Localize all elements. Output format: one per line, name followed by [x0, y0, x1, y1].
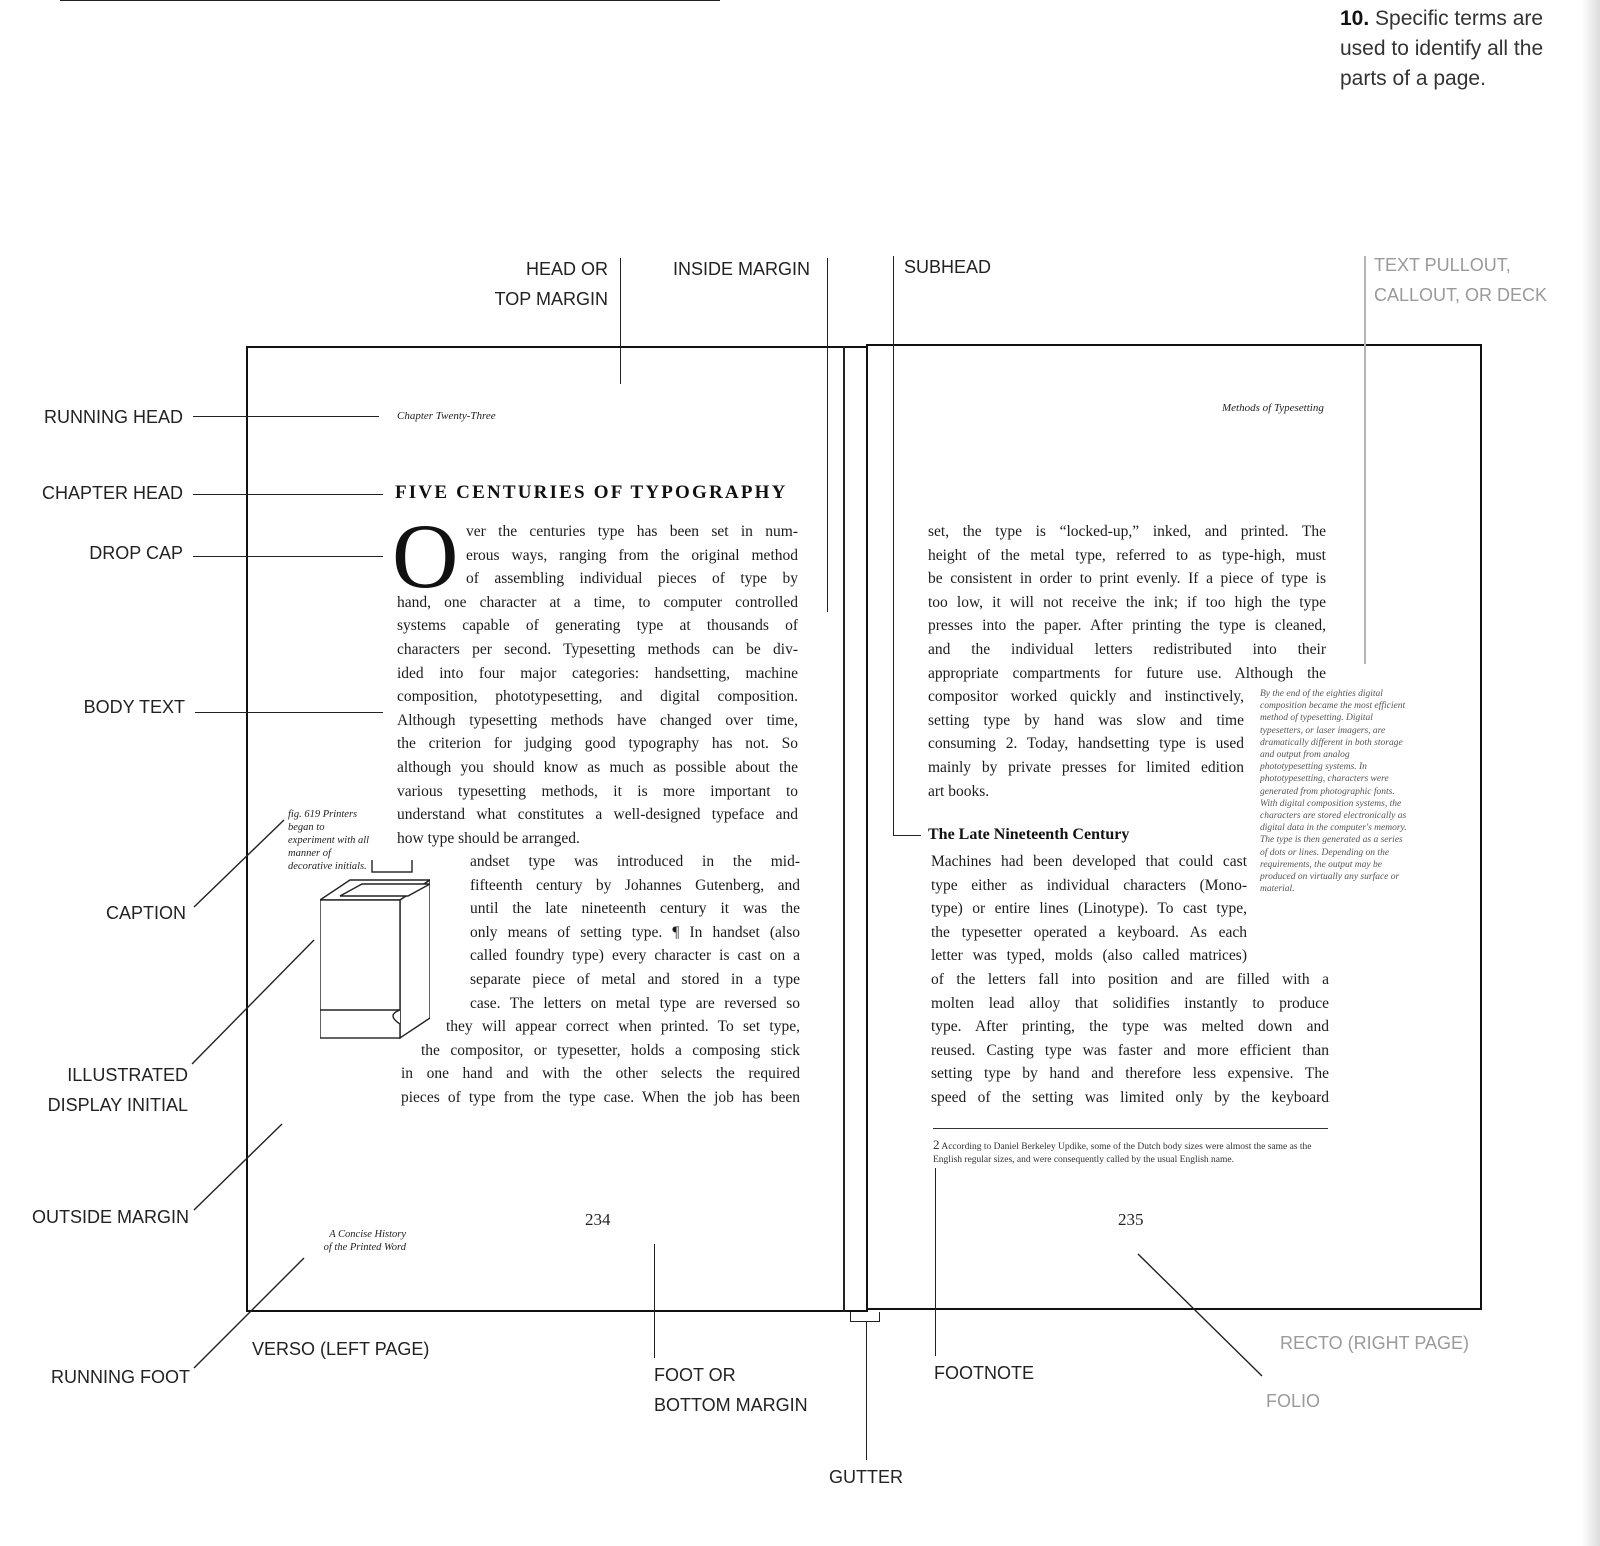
text-pullout: By the end of the eighties digital composition became the most efficient method of typesetting. Digital typesetters, or laser imagers, are dramatically different in both storage and output from analog phototypesetting systems. In phototypesetting, characters were generated from photographic fonts. With digital composition systems, the characters are stored electronically as digital data in the computer's memory. The type is then generated as a series of dots or lines. Depending on the requirements, the output may be produced on virtually any surface or material. [1260, 689, 1407, 895]
body-text-line: of the letters fall into position and are filled with a [931, 971, 1329, 988]
label-chapter-head: CHAPTER HEAD [41, 483, 183, 503]
label-head-margin-2: TOP MARGIN [494, 289, 608, 309]
body-text-line: until the late nineteenth century it was the [470, 900, 800, 918]
body-text-line: mainly by private presses for limited edition [928, 759, 1244, 776]
label-outside-margin: OUTSIDE MARGIN [31, 1207, 189, 1227]
figure-caption [1340, 4, 1590, 94]
running-head-right: Methods of Typesetting [1222, 402, 1324, 414]
label-illustrated-initial-2: DISPLAY INITIAL [47, 1095, 188, 1115]
body-text-line: called foundry type) every character is cast on a [470, 947, 800, 965]
leader-subhead-vertical [893, 256, 894, 836]
body-text-line: compositor worked quickly and instinctively, [928, 688, 1244, 706]
body-text-line: appropriate compartments for future use. Although the [928, 664, 1326, 682]
label-running-foot: RUNNING FOOT [51, 1367, 190, 1387]
body-text-line: type either as individual characters (Mono- [931, 876, 1247, 894]
body-text-line: Although typesetting methods have changed over time, [397, 711, 798, 729]
chapter-head: FIVE CENTURIES OF TYPOGRAPHY [395, 482, 788, 503]
folio-left: 234 [585, 1210, 611, 1229]
running-foot-line-1: A Concise History [329, 1229, 406, 1240]
label-running-head: RUNNING HEAD [43, 407, 183, 427]
label-drop-cap: DROP CAP [89, 543, 183, 563]
leader-running-head [193, 416, 379, 417]
body-text-line: composition, phototypesetting, and digital composition. [397, 688, 798, 706]
folio-right: 235 [1118, 1210, 1144, 1229]
scan-edge-shadow [1582, 0, 1600, 1546]
running-foot-line-2: of the Printed Word [323, 1242, 406, 1253]
caption: fig. 619 Printers began to experiment with all manner of decorative initials. [288, 809, 370, 872]
body-text-line: ided into four major categories: handsetting, machine [397, 664, 798, 682]
body-text-line: setting type by hand was slow and time [928, 711, 1244, 729]
body-text-line: case. The letters on metal type are reversed so [470, 994, 800, 1012]
leader-footnote [935, 1168, 936, 1356]
label-folio: FOLIO [1266, 1391, 1321, 1411]
subhead: The Late Nineteenth Century [928, 826, 1130, 843]
label-gutter: GUTTER [829, 1467, 903, 1487]
body-text-line: only means of setting type. ¶ In handset (also [470, 923, 800, 941]
body-text-line: they will appear correct when printed. To set type, [446, 1018, 800, 1036]
label-text-pullout-2: CALLOUT, OR DECK [1374, 285, 1548, 305]
body-text-line: presses into the paper. After printing the type is cleaned, [928, 617, 1326, 635]
label-foot-margin-1: FOOT OR [654, 1365, 736, 1385]
body-text-line: the criterion for judging good typography has not. So [397, 735, 798, 753]
body-text-line: ver the centuries type has been set in num- [466, 523, 798, 540]
body-text-line: understand what constitutes a well-designed typeface and [397, 806, 798, 824]
label-footnote: FOOTNOTE [934, 1363, 1034, 1383]
body-text-line: set, the type is “locked-up,” inked, and printed. The [928, 523, 1326, 540]
body-text-line: systems capable of generating type at thousands of [397, 617, 798, 635]
label-recto: RECTO (RIGHT PAGE) [1280, 1333, 1470, 1353]
footnote-number: 2 [933, 1137, 940, 1152]
body-text-line: pieces of type from the type case. When the job has been [401, 1089, 800, 1106]
figure-caption-text: Specific terms are used to identify all the parts of a page. [1340, 7, 1544, 90]
body-text-line: characters per second. Typesetting methods can be div- [397, 641, 798, 658]
leader-subhead-horizontal [893, 835, 921, 836]
body-text-line: the compositor, or typesetter, holds a composing stick [421, 1041, 800, 1059]
top-rule [60, 0, 720, 1]
label-illustrated-initial-1: ILLUSTRATED [67, 1065, 188, 1085]
leader-body-text [195, 712, 383, 713]
label-text-pullout-1: TEXT PULLOUT, [1374, 255, 1511, 275]
leader-chapter-head [193, 494, 383, 495]
leader-gutter [866, 1322, 867, 1460]
leader-inside-margin [827, 258, 828, 612]
body-text-line: fifteenth century by Johannes Gutenberg, and [470, 876, 800, 894]
body-text-line: of assembling individual pieces of type by [466, 570, 798, 588]
body-text-line: various typesetting methods, it is more important to [397, 782, 798, 800]
body-text-line: consuming 2. Today, handsetting type is used [928, 735, 1244, 753]
body-text-line: the typesetter operated a keyboard. As each [931, 923, 1247, 941]
leader-foot-margin [654, 1244, 655, 1358]
body-text-line: erous ways, ranging from the original method [466, 546, 798, 564]
footnote [933, 1138, 1328, 1167]
figure-number: 10. [1340, 7, 1370, 30]
label-body-text: BODY TEXT [83, 697, 185, 717]
label-subhead: SUBHEAD [904, 257, 992, 277]
illustrated-display-initial [320, 860, 430, 1060]
leader-text-pullout [1364, 256, 1366, 664]
body-text-line: be consistent in order to print evenly. If a piece of type is [928, 570, 1326, 588]
label-verso: VERSO (LEFT PAGE) [252, 1339, 430, 1359]
body-text-line: type. After printing, the type was melted down and [931, 1018, 1329, 1036]
body-text-line: type) or entire lines (Linotype). To cast type, [931, 900, 1247, 918]
body-text-line: height of the metal type, referred to as type-high, must [928, 546, 1326, 564]
body-text-line: how type should be arranged. [397, 829, 580, 847]
label-foot-margin-2: BOTTOM MARGIN [654, 1395, 808, 1415]
footnote-text: According to Daniel Berkeley Updike, some of the Dutch body sizes were almost the same as the English regular sizes, and were consequently called by the usual English name. [933, 1142, 1312, 1165]
leader-drop-cap [193, 556, 383, 557]
gutter-bracket [850, 1312, 880, 1322]
body-text-line: letter was typed, molds (also called matrices) [931, 947, 1247, 965]
running-head-left: Chapter Twenty-Three [397, 410, 496, 422]
footnote-rule [933, 1128, 1328, 1129]
body-text-line: although you should know as much as possible about the [397, 759, 798, 776]
body-text-line: too low, it will not receive the ink; if too high the type [928, 593, 1326, 611]
body-text-line: hand, one character at a time, to computer controlled [397, 593, 798, 611]
drop-cap: O [392, 505, 459, 607]
body-text-line: andset type was introduced in the mid- [470, 853, 800, 870]
body-text-line: setting type by hand and therefore less expensive. The [931, 1065, 1329, 1083]
body-text-line: and the individual letters redistributed into their [928, 641, 1326, 658]
body-text-line: art books. [928, 782, 990, 800]
body-text-line: reused. Casting type was faster and more efficient than [931, 1041, 1329, 1059]
body-text-line: Machines had been developed that could cast [931, 853, 1247, 870]
body-text-line: in one hand and with the other selects the required [401, 1065, 800, 1083]
label-caption: CAPTION [105, 903, 186, 923]
leader-head-margin [620, 258, 621, 384]
body-text-line: speed of the setting was limited only by the keyboard [931, 1089, 1329, 1106]
label-head-margin-1: HEAD OR [525, 259, 608, 279]
body-text-line: separate piece of metal and stored in a type [470, 971, 800, 988]
label-inside-margin: INSIDE MARGIN [673, 259, 811, 279]
body-text-line: molten lead alloy that solidifies instantly to produce [931, 994, 1329, 1012]
running-foot [300, 1228, 406, 1254]
gutter-line [843, 346, 845, 1312]
